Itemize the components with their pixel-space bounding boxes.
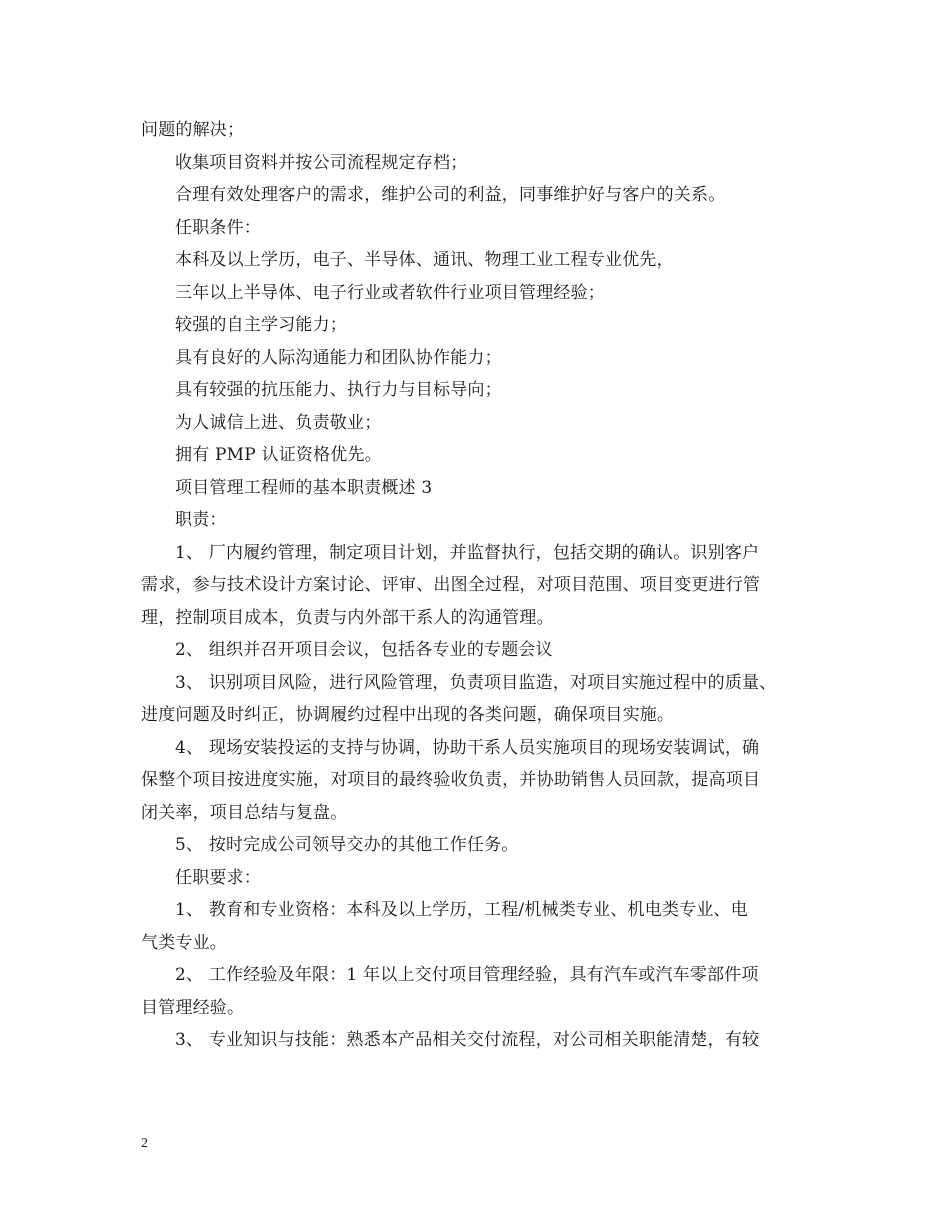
text-line: 为人诚信上进、负责敬业； (175, 412, 382, 433)
section-heading: 任职要求： (175, 867, 261, 888)
text-line: 具有良好的人际沟通能力和团队协作能力； (175, 347, 502, 368)
list-item-line: 4、 现场安装投运的支持与协调，协助干系人员实施项目的现场安装调试，确 (175, 737, 760, 758)
list-item-continuation: 进度问题及时纠正，协调履约过程中出现的各类问题，确保项目实施。 (141, 705, 675, 725)
list-item-line: 5、 按时完成公司领导交办的其他工作任务。 (175, 835, 519, 855)
list-item-line: 1、 厂内履约管理，制定项目计划，并监督执行，包括交期的确认。识别客户 (175, 542, 760, 563)
text-line: 本科及以上学历，电子、半导体、通讯、物理工业工程专业优先， (175, 250, 674, 270)
list-item-line: 2、 组织并召开项目会议，包括各专业的专题会议 (175, 640, 553, 660)
list-item-continuation: 气类专业。 (141, 932, 227, 953)
list-item-line: 3、 专业知识与技能：熟悉本产品相关交付流程，对公司相关职能清楚，有较 (175, 1030, 760, 1050)
text-line: 三年以上半导体、电子行业或者软件行业项目管理经验； (175, 282, 605, 303)
list-item-line: 1、 教育和专业资格：本科及以上学历，工程/机械类专业、机电类专业、电 (175, 900, 748, 920)
text-line: 收集项目资料并按公司流程规定存档； (175, 152, 468, 173)
text-line: 问题的解决； (141, 120, 245, 140)
list-item-continuation: 目管理经验。 (141, 997, 245, 1018)
section-title: 项目管理工程师的基本职责概述 3 (175, 477, 433, 498)
text-line: 合理有效处理客户的需求，维护公司的利益，同事维护好与客户的关系。 (175, 185, 726, 205)
document-body (141, 114, 831, 1057)
section-heading: 职责： (175, 510, 227, 530)
page-number: 2 (141, 1136, 148, 1151)
text-line: 具有较强的抗压能力、执行力与目标导向； (175, 380, 502, 400)
list-item-continuation: 理，控制项目成本，负责与内外部干系人的沟通管理。 (141, 607, 554, 628)
section-heading: 任职条件： (175, 217, 261, 238)
text-line: 拥有 PMP 认证资格优先。 (175, 445, 382, 465)
list-item-line: 2、 工作经验及年限：1 年以上交付项目管理经验，具有汽车或汽车零部件项 (175, 965, 759, 985)
text-line: 较强的自主学习能力； (175, 315, 347, 335)
list-item-line: 3、 识别项目风险，进行风险管理，负责项目监造，对项目实施过程中的质量、 (175, 672, 777, 693)
list-item-continuation: 闭关率，项目总结与复盘。 (141, 802, 348, 823)
list-item-continuation: 保整个项目按进度实施，对项目的最终验收负责，并协助销售人员回款，提高项目 (141, 770, 761, 790)
list-item-continuation: 需求，参与技术设计方案讨论、评审、出图全过程，对项目范围、项目变更进行管 (141, 575, 761, 595)
